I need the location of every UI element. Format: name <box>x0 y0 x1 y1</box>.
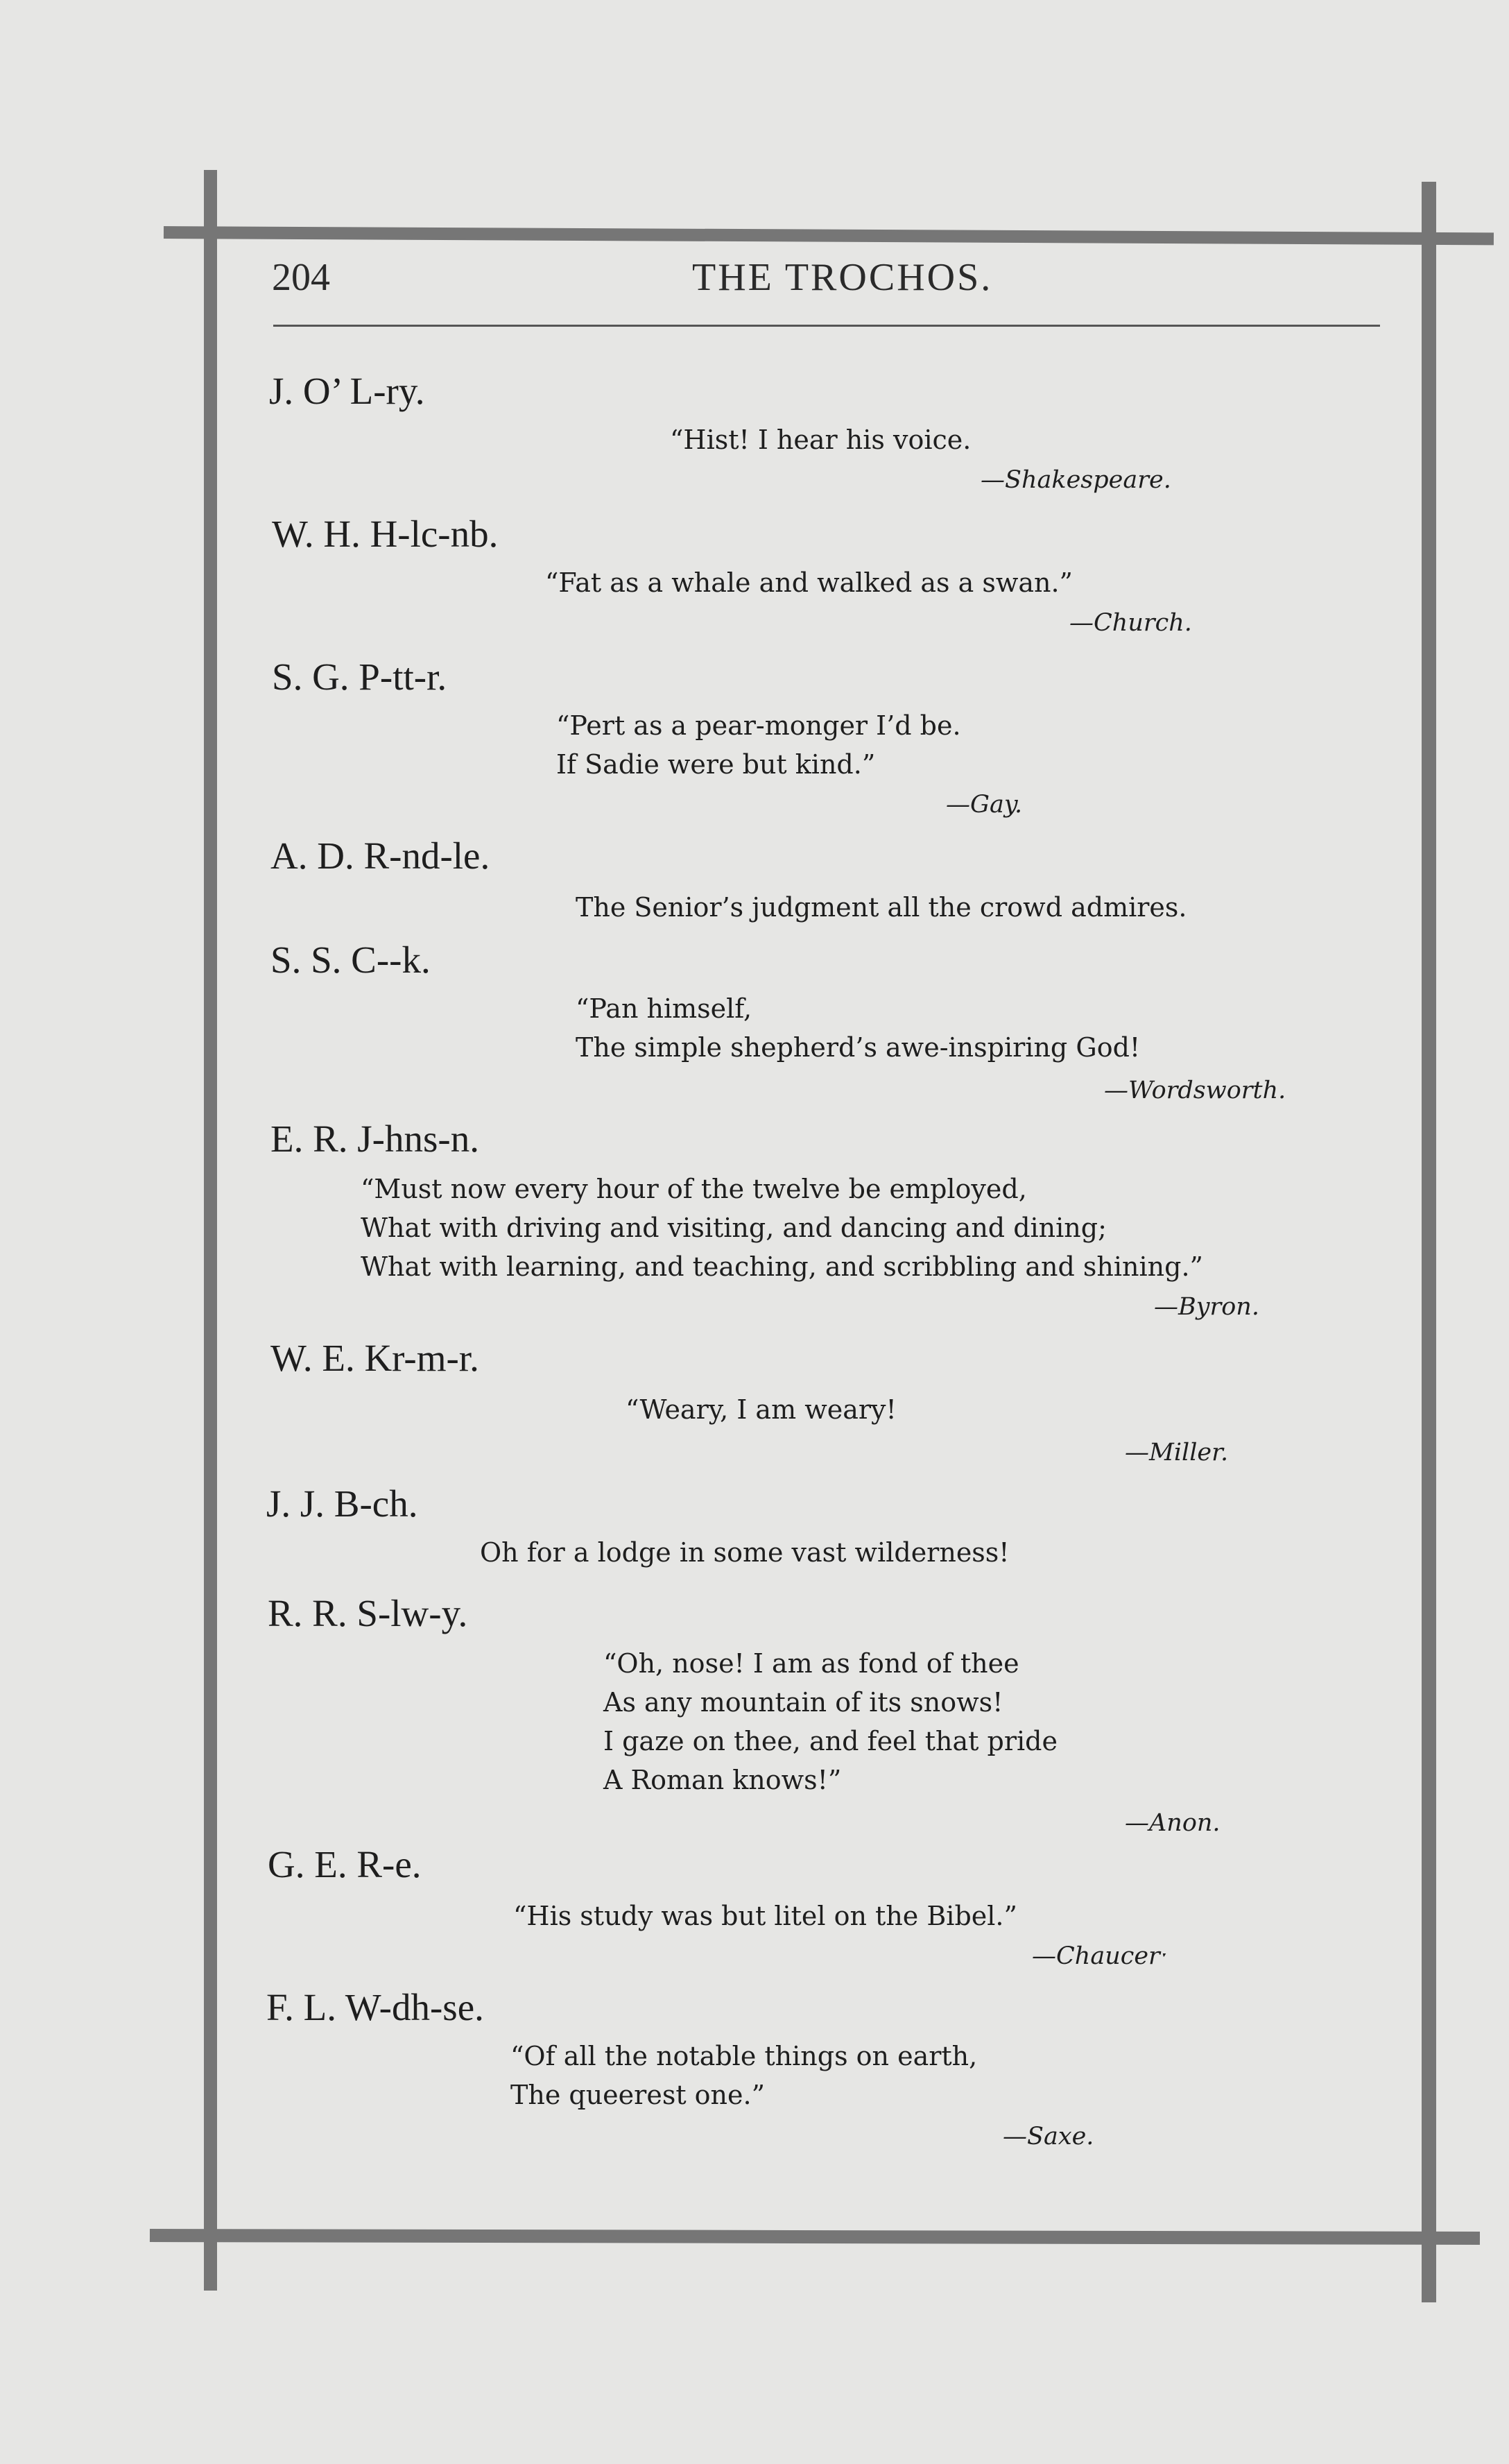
entry-name: J. O’ L-ry. <box>269 370 425 412</box>
border-rule-top <box>164 226 1494 245</box>
quote-line: A Roman knows!” <box>603 1765 842 1795</box>
entry-name: G. E. R-e. <box>268 1843 422 1885</box>
entry-attribution: —Anon. <box>1125 1809 1221 1837</box>
quote-line: “Hist! I hear his voice. <box>670 425 972 455</box>
quote-line: The Senior’s judgment all the crowd admires. <box>576 892 1187 923</box>
entry-quote <box>603 1644 1058 1799</box>
entry-name: F. L. W-dh-se. <box>266 1986 484 2028</box>
entry-quote <box>510 2037 977 2114</box>
quote-line: What with learning, and teaching, and scribbling and shining.” <box>361 1251 1203 1282</box>
entry-name: J. J. B-ch. <box>266 1482 418 1525</box>
border-rule-right <box>1422 182 1436 2302</box>
quote-line: The simple shepherd’s awe-inspiring God! <box>576 1032 1141 1063</box>
entry-quote <box>670 420 971 459</box>
entry-name: A. D. R-nd-le. <box>270 835 490 877</box>
entry-attribution: —Shakespeare. <box>981 466 1171 494</box>
page-number: 204 <box>272 256 330 299</box>
quote-line: “Oh, nose! I am as fond of thee <box>603 1648 1019 1679</box>
entry-quote <box>513 1897 1017 1935</box>
entry-attribution: —Church. <box>1069 609 1192 637</box>
entry-name: S. G. P-tt-r. <box>272 656 447 698</box>
entry-quote <box>545 563 1073 602</box>
entry-attribution: —Saxe. <box>1003 2123 1094 2150</box>
quote-line: If Sadie were but kind.” <box>556 749 876 780</box>
entry-quote <box>626 1390 897 1429</box>
quote-line: What with driving and visiting, and dancing and dining; <box>361 1213 1107 1243</box>
entry-quote <box>576 989 1140 1067</box>
entry-quote <box>576 888 1187 927</box>
quote-line: “His study was but litel on the Bibel.” <box>513 1901 1017 1931</box>
quote-line: The queerest one.” <box>510 2080 766 2110</box>
entry-quote <box>480 1533 1010 1572</box>
quote-line: “Pert as a pear-monger I’d be. <box>556 710 961 741</box>
border-rule-left <box>204 170 217 2291</box>
entry-attribution: —Gay. <box>946 791 1023 819</box>
quote-line: I gaze on thee, and feel that pride <box>603 1726 1058 1756</box>
entry-name: S. S. C--k. <box>270 939 431 981</box>
border-rule-bottom <box>150 2229 1480 2245</box>
entry-name: R. R. S-lw-y. <box>268 1592 468 1634</box>
header-divider <box>273 325 1380 327</box>
entry-name: W. E. Kr-m-r. <box>270 1337 479 1379</box>
quote-line: “Fat as a whale and walked as a swan.” <box>545 567 1073 598</box>
quote-line: “Of all the notable things on earth, <box>510 2041 978 2071</box>
quote-line: “Must now every hour of the twelve be employed, <box>361 1174 1027 1204</box>
entry-attribution: —Byron. <box>1154 1293 1259 1321</box>
quote-line: As any mountain of its snows! <box>603 1687 1003 1718</box>
entry-attribution: —Miller. <box>1125 1439 1229 1466</box>
entry-quote <box>361 1170 1203 1286</box>
entry-name: W. H. H-lc-nb. <box>272 513 499 555</box>
entry-attribution: —Chaucerˑ <box>1032 1942 1169 1970</box>
entry-name: E. R. J-hns-n. <box>270 1118 479 1160</box>
quote-line: Oh for a lodge in some vast wilderness! <box>480 1537 1010 1568</box>
quote-line: “Pan himself, <box>576 993 752 1024</box>
running-title: THE TROCHOS. <box>692 256 993 299</box>
quote-line: “Weary, I am weary! <box>626 1394 897 1425</box>
entry-attribution: —Wordsworth. <box>1104 1077 1286 1104</box>
entry-quote <box>556 706 961 784</box>
